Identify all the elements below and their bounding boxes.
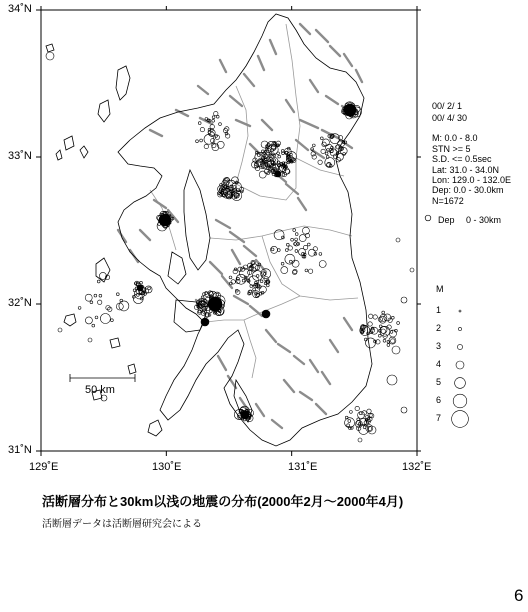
quake-epicenter bbox=[232, 186, 236, 190]
island-coastline bbox=[64, 314, 76, 326]
active-fault-segment bbox=[322, 372, 330, 384]
coastline bbox=[46, 14, 372, 446]
quake-epicenter bbox=[277, 152, 280, 155]
quake-cluster bbox=[241, 411, 249, 419]
quake-epicenter bbox=[358, 438, 362, 442]
quake-epicenter bbox=[281, 262, 284, 265]
active-fault-segment bbox=[236, 120, 250, 126]
quake-epicenter bbox=[229, 276, 232, 279]
magnitude-legend-symbol bbox=[459, 310, 461, 312]
depth-legend-label: Dep bbox=[438, 215, 455, 225]
info-lon-range: Lon: 129.0 - 132.0E bbox=[432, 175, 512, 185]
quake-epicenter bbox=[295, 233, 298, 236]
magnitude-legend-symbol bbox=[455, 378, 466, 389]
info-magnitude: M: 0.0 - 8.0 bbox=[432, 133, 478, 143]
quake-cluster bbox=[208, 297, 222, 311]
active-fault-segment bbox=[272, 420, 282, 428]
scale-bar-label: 50 km bbox=[85, 384, 115, 396]
active-fault-segment bbox=[216, 220, 230, 228]
active-fault-segment bbox=[300, 120, 318, 128]
quake-epicenter bbox=[288, 246, 292, 250]
lat-label-31: 31˚N bbox=[8, 444, 32, 456]
magnitude-legend-symbol bbox=[458, 327, 461, 330]
lat-label-32: 32˚N bbox=[8, 297, 32, 309]
quake-epicenter bbox=[219, 123, 222, 126]
active-fault-segment bbox=[228, 376, 236, 388]
active-fault-segment bbox=[262, 120, 272, 130]
active-fault-segment bbox=[270, 40, 276, 54]
quake-epicenter bbox=[318, 160, 322, 164]
quake-epicenter bbox=[98, 300, 102, 304]
lon-label-132: 132˚E bbox=[402, 461, 432, 473]
quake-epicenter bbox=[253, 288, 256, 291]
active-fault-segment bbox=[244, 246, 256, 256]
quake-epicenter bbox=[302, 227, 309, 234]
lat-label-33: 33˚N bbox=[8, 150, 32, 162]
quake-epicenter bbox=[198, 122, 201, 125]
active-fault-segment bbox=[330, 46, 340, 56]
quake-epicenter bbox=[292, 260, 299, 267]
quake-epicenter bbox=[359, 424, 369, 434]
quake-epicenter bbox=[99, 294, 102, 297]
island-coastline bbox=[64, 136, 74, 150]
quake-epicenter bbox=[302, 252, 305, 255]
quake-epicenter bbox=[46, 52, 54, 60]
quake-epicenter bbox=[253, 291, 260, 298]
quake-epicenter bbox=[248, 270, 252, 274]
quake-epicenter bbox=[88, 338, 92, 342]
quake-epicenter bbox=[308, 269, 312, 273]
ariake-sea-outline bbox=[184, 170, 210, 270]
active-fault-segment bbox=[210, 262, 222, 274]
quake-cluster bbox=[275, 171, 281, 177]
quake-epicenter bbox=[196, 140, 199, 143]
quake-epicenter bbox=[200, 139, 203, 142]
island-coastline bbox=[80, 146, 88, 158]
quake-epicenter bbox=[319, 253, 322, 256]
active-fault-segment bbox=[154, 200, 166, 208]
quake-epicenter bbox=[277, 249, 280, 252]
quake-epicenter bbox=[271, 248, 274, 251]
quake-epicenter bbox=[347, 424, 350, 427]
active-fault-segment bbox=[344, 54, 352, 66]
quake-epicenter bbox=[359, 412, 362, 415]
quake-epicenter bbox=[345, 418, 355, 428]
info-std-dev: S.D. <= 0.5sec bbox=[432, 154, 492, 164]
quake-epicenter bbox=[349, 427, 352, 430]
active-fault-segment bbox=[298, 198, 306, 210]
active-fault-segment bbox=[220, 60, 226, 72]
active-fault-segment bbox=[312, 150, 324, 158]
quake-epicenter bbox=[311, 152, 315, 156]
quake-epicenter bbox=[291, 238, 294, 241]
quake-epicenter bbox=[373, 315, 377, 319]
active-fault-segment bbox=[198, 86, 208, 94]
quake-epicenter bbox=[94, 294, 97, 297]
quake-epicenter bbox=[363, 426, 366, 429]
island-coastline bbox=[98, 100, 110, 122]
quake-epicenter bbox=[378, 334, 381, 337]
active-fault-segment bbox=[278, 344, 290, 352]
magnitude-legend-symbols bbox=[452, 310, 469, 427]
quake-epicenter bbox=[307, 243, 310, 246]
prefecture-border bbox=[244, 320, 256, 378]
quake-epicenter bbox=[85, 317, 92, 324]
magnitude-legend-2: 2 bbox=[436, 323, 442, 333]
active-fault-segment bbox=[294, 356, 304, 364]
active-fault-segment bbox=[230, 96, 242, 106]
quake-epicenter bbox=[368, 322, 372, 326]
active-fault-segment bbox=[300, 24, 310, 34]
info-date-to: 00/ 4/ 30 bbox=[432, 113, 468, 123]
active-fault-segment bbox=[316, 30, 328, 42]
quake-epicenter bbox=[396, 238, 400, 242]
depth-legend-icon bbox=[423, 213, 433, 223]
island-coastline bbox=[148, 420, 162, 436]
prefecture-border bbox=[296, 158, 344, 176]
quake-epicenter bbox=[225, 177, 229, 181]
quake-epicenter bbox=[312, 144, 315, 147]
quake-epicenter bbox=[212, 116, 215, 119]
quake-epicenter bbox=[204, 144, 208, 148]
quake-epicenter bbox=[387, 375, 397, 385]
island-coastline bbox=[128, 364, 136, 374]
quake-cluster bbox=[201, 318, 209, 326]
island-coastline bbox=[46, 44, 54, 52]
quake-epicenter bbox=[216, 115, 219, 118]
quake-epicenter bbox=[322, 142, 326, 146]
active-faults bbox=[118, 24, 362, 428]
quake-epicenter bbox=[100, 314, 110, 324]
quake-epicenter bbox=[259, 171, 266, 178]
quake-epicenter bbox=[383, 339, 386, 342]
active-fault-segment bbox=[256, 404, 264, 416]
magnitude-legend-title: M bbox=[436, 284, 444, 294]
quake-epicenter bbox=[95, 316, 98, 319]
quake-epicenter bbox=[78, 307, 81, 310]
magnitude-legend-symbol bbox=[453, 394, 467, 408]
quake-epicenter bbox=[381, 329, 385, 333]
magnitude-legend-symbol bbox=[456, 361, 464, 369]
quake-epicenter bbox=[293, 229, 296, 232]
quake-epicenter bbox=[289, 260, 292, 263]
quake-epicenter bbox=[260, 280, 263, 283]
quake-epicenter bbox=[116, 293, 119, 296]
island-coastline bbox=[96, 258, 110, 282]
shimabara-outline bbox=[168, 252, 186, 284]
active-fault-segment bbox=[150, 130, 162, 136]
active-fault-segment bbox=[310, 360, 318, 372]
magnitude-legend-7: 7 bbox=[436, 413, 442, 423]
quake-epicenter bbox=[320, 137, 323, 140]
info-lat-range: Lat: 31.0 - 34.0N bbox=[432, 165, 500, 175]
magnitude-legend-3: 3 bbox=[436, 341, 442, 351]
quake-epicenter bbox=[231, 280, 235, 284]
info-count: N=1672 bbox=[432, 196, 464, 206]
quake-epicenter bbox=[92, 324, 95, 327]
quake-epicenter bbox=[387, 344, 390, 347]
quake-epicenter bbox=[367, 409, 371, 413]
magnitude-legend-5: 5 bbox=[436, 377, 442, 387]
quake-epicenter bbox=[319, 261, 326, 268]
quake-epicenter bbox=[391, 339, 395, 343]
active-fault-segment bbox=[200, 118, 212, 124]
quake-epicenter bbox=[401, 407, 407, 413]
quake-epicenter bbox=[313, 247, 317, 251]
quake-epicenter bbox=[390, 331, 393, 334]
active-fault-segment bbox=[118, 230, 126, 242]
quake-epicenter bbox=[119, 301, 129, 311]
island-coastline bbox=[116, 66, 130, 100]
active-fault-segment bbox=[344, 318, 352, 330]
page-number: 6 bbox=[514, 586, 524, 605]
quake-epicenter bbox=[274, 230, 284, 240]
active-fault-segment bbox=[286, 100, 294, 112]
active-fault-segment bbox=[300, 392, 312, 400]
quake-epicenter bbox=[348, 420, 351, 423]
active-fault-segment bbox=[258, 56, 264, 70]
quake-epicenter bbox=[58, 328, 62, 332]
scale-bar bbox=[70, 374, 135, 382]
quake-epicenter bbox=[410, 268, 414, 272]
quake-epicenter bbox=[295, 238, 298, 241]
quake-epicenter bbox=[212, 119, 215, 122]
active-fault-segment bbox=[330, 340, 338, 352]
quake-epicenter bbox=[242, 279, 245, 282]
magnitude-legend-6: 6 bbox=[436, 395, 442, 405]
quake-epicenter bbox=[312, 155, 316, 159]
quake-epicenter bbox=[295, 250, 298, 253]
active-fault-segment bbox=[230, 232, 244, 242]
active-fault-segment bbox=[240, 398, 248, 410]
quake-epicenter bbox=[90, 301, 93, 304]
active-fault-segment bbox=[316, 404, 326, 414]
prefecture-border bbox=[236, 86, 248, 184]
quake-epicenter bbox=[355, 406, 359, 410]
quake-epicenter bbox=[388, 318, 392, 322]
depth-legend-range: 0 - 30km bbox=[466, 215, 502, 225]
quake-epicenter bbox=[382, 311, 385, 314]
active-fault-segment bbox=[356, 70, 362, 82]
quake-epicenter bbox=[286, 243, 289, 246]
prefecture-borders bbox=[150, 24, 358, 378]
magnitude-legend-symbol bbox=[452, 411, 469, 428]
kyushu-coastline bbox=[118, 14, 372, 446]
active-fault-segment bbox=[140, 230, 150, 240]
quake-epicenter bbox=[384, 314, 391, 321]
quake-epicenter bbox=[85, 294, 92, 301]
lat-label-34: 34˚N bbox=[8, 3, 32, 15]
quake-epicenter bbox=[97, 280, 100, 283]
lon-label-129: 129˚E bbox=[29, 461, 59, 473]
active-fault-segment bbox=[326, 96, 338, 104]
lon-label-130: 130˚E bbox=[152, 461, 182, 473]
quake-cluster bbox=[159, 214, 171, 226]
quake-cluster bbox=[262, 310, 270, 318]
info-date-from: 00/ 2/ 1 bbox=[432, 101, 463, 111]
quake-epicenter bbox=[281, 267, 288, 274]
magnitude-legend-1: 1 bbox=[436, 305, 442, 315]
active-fault-segment bbox=[310, 80, 318, 92]
magnitude-legend-symbol bbox=[457, 344, 462, 349]
magnitude-legend-4: 4 bbox=[436, 359, 442, 369]
quake-epicenter bbox=[285, 249, 288, 252]
active-fault-segment bbox=[232, 250, 240, 264]
quake-epicenter bbox=[392, 346, 400, 354]
figure-caption-note: 活断層データは活断層研究会による bbox=[42, 519, 202, 530]
quake-epicenter bbox=[133, 289, 136, 292]
lon-label-131: 131˚E bbox=[288, 461, 318, 473]
prefecture-border bbox=[286, 24, 300, 158]
quake-epicenter bbox=[366, 338, 376, 348]
active-fault-segment bbox=[218, 356, 226, 370]
quake-epicenter bbox=[350, 411, 353, 414]
quake-cluster bbox=[344, 104, 356, 116]
active-fault-segment bbox=[244, 74, 254, 86]
quake-epicenter bbox=[401, 297, 407, 303]
quake-epicenter bbox=[200, 127, 204, 131]
info-stations: STN >= 5 bbox=[432, 144, 471, 154]
active-fault-segment bbox=[284, 380, 294, 392]
quake-epicenter bbox=[397, 322, 400, 325]
info-depth-range: Dep: 0.0 - 30.0km bbox=[432, 185, 504, 195]
quake-epicenter bbox=[305, 269, 308, 272]
quake-epicenter bbox=[266, 284, 269, 287]
quake-epicenter bbox=[379, 325, 382, 328]
figure-caption-title: 活断層分布と30km以浅の地震の分布(2000年2月～2000年4月) bbox=[42, 494, 404, 509]
quake-epicenter bbox=[278, 155, 281, 158]
active-fault-segment bbox=[266, 330, 276, 342]
quake-cluster bbox=[137, 285, 143, 291]
quake-epicenter bbox=[321, 149, 325, 153]
quake-epicenter bbox=[369, 314, 373, 318]
quake-epicenter bbox=[237, 277, 240, 280]
quake-epicenter bbox=[325, 152, 328, 155]
island-coastline bbox=[110, 338, 120, 348]
island-coastline bbox=[56, 150, 62, 160]
active-fault-segment bbox=[234, 296, 248, 304]
quake-epicenter bbox=[111, 319, 114, 322]
